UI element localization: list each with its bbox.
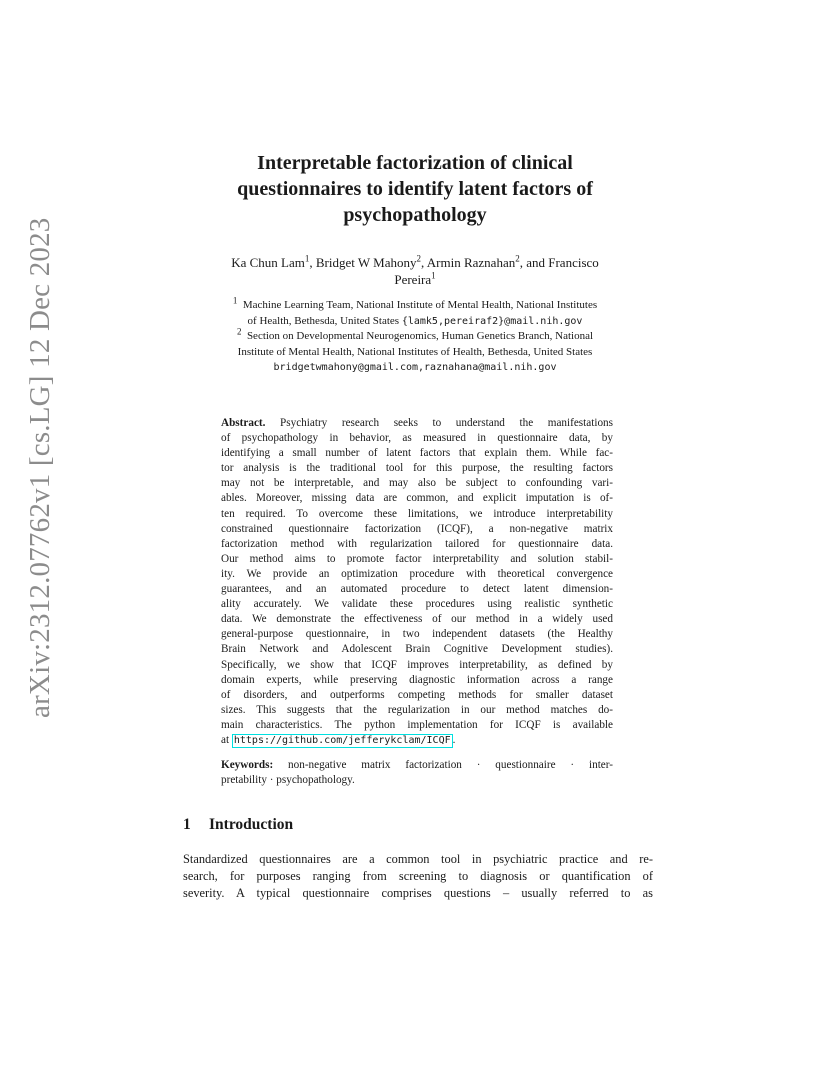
keywords <box>221 758 613 788</box>
abstract-line: may not be interpretable, and may also be subject to confounding vari- <box>221 477 613 490</box>
abstract-line: identifying a small number of latent factors that explain them. While fac- <box>221 447 613 460</box>
affiliation-marker: 1 <box>232 295 238 306</box>
section-heading-introduction <box>183 815 293 835</box>
affiliation-marker: 2 <box>236 326 242 337</box>
github-repo-link[interactable]: https://github.com/jefferykclam/ICQF <box>233 734 451 746</box>
abstract-line: guarantees, and an automated procedure to detect latent dimension- <box>221 583 613 596</box>
abstract-line: ity. We provide an optimization procedure with theoretical convergence <box>221 567 613 580</box>
abstract-line: Specifically, we show that ICQF improves interpretability, as defined by <box>221 658 613 671</box>
arxiv-identifier-stamp: arXiv:2312.07762v1 [cs.LG] 12 Dec 2023 <box>24 217 56 718</box>
author-line <box>190 254 640 271</box>
author-list <box>190 254 640 288</box>
affiliation-line: $^1$ Machine Learning Team, National Institute of Mental Health, National Institutes <box>232 295 598 311</box>
author-affil-marker: 1 <box>431 270 436 281</box>
abstract-line: sizes. This suggests that the regularization in our method matches do- <box>221 703 613 716</box>
section-number: 1 <box>183 816 191 833</box>
author-name: , Bridget W Mahony <box>309 255 417 270</box>
affiliation-line: $^2$ Section on Developmental Neurogenomics, Human Genetics Branch, National <box>236 326 594 342</box>
affiliation-email: bridgetwmahony@gmail.com,raznahana@mail.nih.gov <box>273 362 557 373</box>
abstract-line: Abstract. Psychiatry research seeks to understand the manifestations <box>221 417 613 429</box>
body-text-line: Standardized questionnaires are a common tool in psychiatric practice and re- <box>183 852 653 866</box>
abstract-label: Abstract. <box>221 417 266 429</box>
abstract-line: Our method aims to promote factor interpretability and solution stabil- <box>221 552 613 565</box>
affiliation-email: {lamk5,pereiraf2}@mail.nih.gov <box>401 315 583 327</box>
abstract-line: ables. Moreover, missing data are common, and explicit imputation is of- <box>221 492 613 505</box>
abstract-line: general-purpose questionnaire, in two independent datasets (the Healthy <box>221 628 613 641</box>
keywords-label: Keywords: <box>221 759 274 771</box>
section-title: Introduction <box>209 816 294 833</box>
title-line: psychopathology <box>343 204 487 226</box>
affiliation-line: of Health, Bethesda, United States {lamk5,pereiraf2}@mail.nih.gov <box>247 314 583 327</box>
body-text-line: search, for purposes ranging from screening to diagnosis or quantification of <box>183 869 653 883</box>
abstract-line: domain experts, while preserving diagnostic information across a range <box>221 673 613 686</box>
author-line <box>190 271 640 288</box>
author-name: Pereira <box>394 272 432 287</box>
abstract-line: Brain Network and Adolescent Brain Cognitive Development studies). <box>221 643 613 656</box>
author-name: , and Francisco <box>519 255 599 270</box>
abstract-line: ten required. To overcome these limitations, we introduce interpretability <box>221 507 613 520</box>
author-name: Ka Chun Lam <box>231 255 305 270</box>
abstract-line: tor analysis is the traditional tool for this purpose, the resulting factors <box>221 462 613 475</box>
abstract-line: factorization method with regularization tailored for questionnaire data. <box>221 537 613 550</box>
abstract-line: of psychopathology in behavior, as measured in questionnaire data, by <box>221 432 613 445</box>
paper-title <box>160 150 670 228</box>
affiliations <box>180 295 650 376</box>
introduction-paragraph <box>183 851 653 902</box>
author-name: , Armin Raznahan <box>420 255 516 270</box>
abstract-line: at https://github.com/jefferykclam/ICQF . <box>221 733 456 746</box>
keywords-line: pretability · psychopathology. <box>221 774 355 787</box>
author-affil-marker: 2 <box>416 253 421 264</box>
abstract <box>221 416 613 748</box>
abstract-line: of disorders, and outperforms competing methods for smaller dataset <box>221 688 613 701</box>
abstract-line: data. We demonstrate the effectiveness of our method in a widely used <box>221 613 613 626</box>
abstract-line: main characteristics. The python implementation for ICQF is available <box>221 718 613 731</box>
abstract-line: ality accurately. We validate these procedures using realistic synthetic <box>221 598 613 611</box>
keywords-line: Keywords: non-negative matrix factorization · questionnaire · inter- <box>221 759 613 771</box>
author-affil-marker: 2 <box>515 253 520 264</box>
title-line: questionnaires to identify latent factors of <box>237 178 593 200</box>
abstract-line: constrained questionnaire factorization (ICQF), a non-negative matrix <box>221 522 613 535</box>
body-text-line: severity. A typical questionnaire comprises questions – usually referred to as <box>183 886 653 900</box>
title-line: Interpretable factorization of clinical <box>257 152 573 174</box>
author-affil-marker: 1 <box>304 253 310 264</box>
affiliation-line: Institute of Mental Health, National Institutes of Health, Bethesda, United States <box>237 345 593 358</box>
